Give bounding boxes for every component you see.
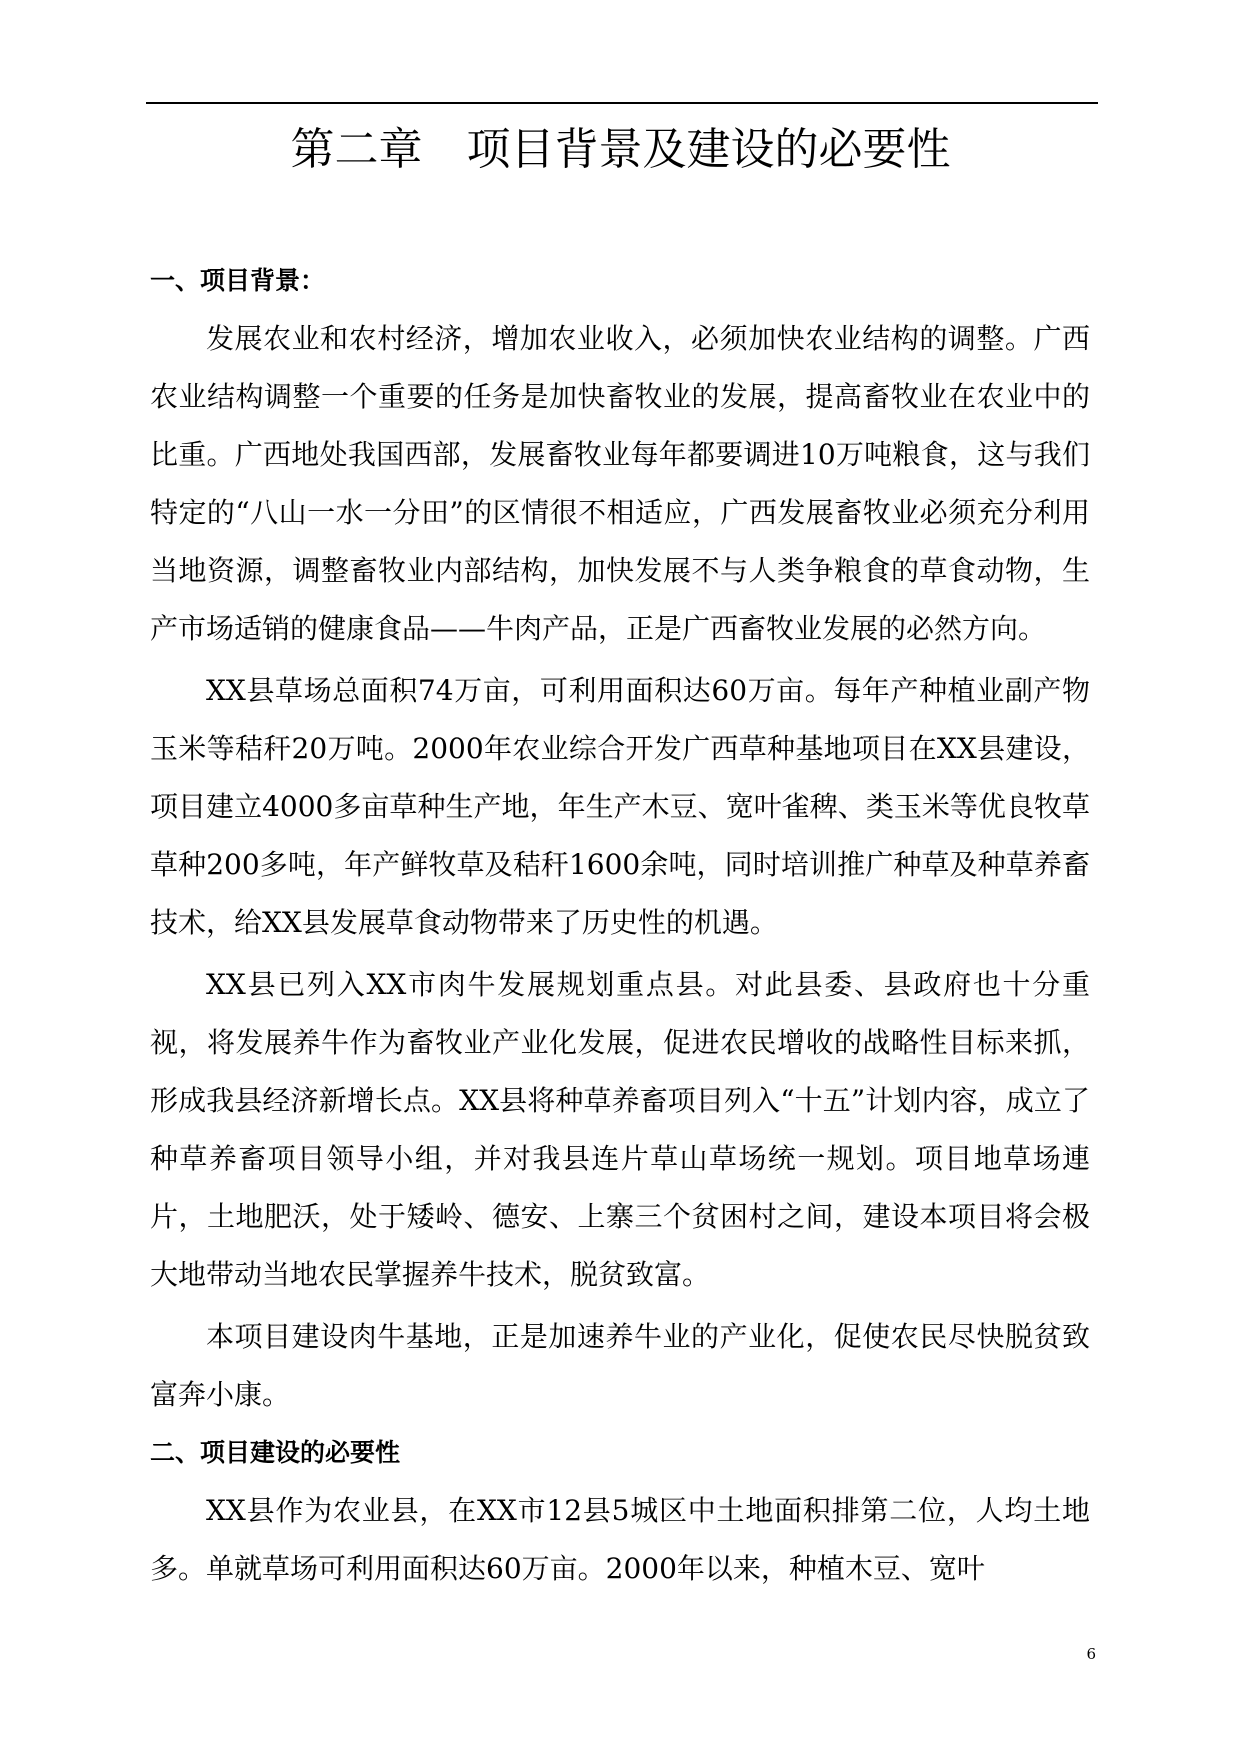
header-rule [146,102,1098,104]
document-body [150,252,1090,1598]
page-number: 6 [1086,1645,1096,1663]
paragraph-necessity-1: XX县作为农业县，在XX市12县5城区中土地面积排第二位，人均土地多。单就草场可利用面积达60万亩。2000年以来，种植木豆、宽叶 [150,1494,1090,1585]
paragraph-background-2: XX县草场总面积74万亩，可利用面积达60万亩。每年产种植业副产物玉米等秸秆20万吨。2000年农业综合开发广西草种基地项目在XX县建设，项目建立4000多亩草种生产地，年生产木豆、宽叶雀稗、类玉米等优良牧草草种200多吨，年产鲜牧草及秸秆1600余吨，同时培训推广种草及种草养畜技术，给XX县发展草食动物带来了历史性的机遇。 [150,674,1090,939]
paragraph-background-3: XX县已列入XX市肉牛发展规划重点县。对此县委、县政府也十分重视，将发展养牛作为畜牧业产业化发展，促进农民增收的战略性目标来抓，形成我县经济新增长点。XX县将种草养畜项目列入“十五”计划内容，成立了种草养畜项目领导小组，并对我县连片草山草场统一规划。项目地草场連片，土地肥沃，处于矮岭、德安、上寨三个贫困村之间，建设本项目将会极大地带动当地农民掌握养牛技术，脱贫致富。 [150,968,1090,1291]
paragraph-background-4: 本项目建设肉牛基地，正是加速养牛业的产业化，促使农民尽快脱贫致富奔小康。 [150,1320,1090,1411]
section-heading-background: 一、项目背景： [150,266,326,295]
section-heading-necessity: 二、项目建设的必要性 [150,1438,401,1467]
paragraph-background-1: 发展农业和农村经济，增加农业收入，必须加快农业结构的调整。广西农业结构调整一个重要的任务是加快畜牧业的发展，提高畜牧业在农业中的比重。广西地处我国西部，发展畜牧业每年都要调进10万吨粮食，这与我们特定的“八山一水一分田”的区情很不相适应，广西发展畜牧业必须充分利用当地资源，调整畜牧业内部结构，加快发展不与人类争粮食的草食动物，生产市场适销的健康食品——牛肉产品，正是广西畜牧业发展的必然方向。 [150,322,1090,645]
chapter-title: 第二章 项目背景及建设的必要性 [290,124,951,175]
